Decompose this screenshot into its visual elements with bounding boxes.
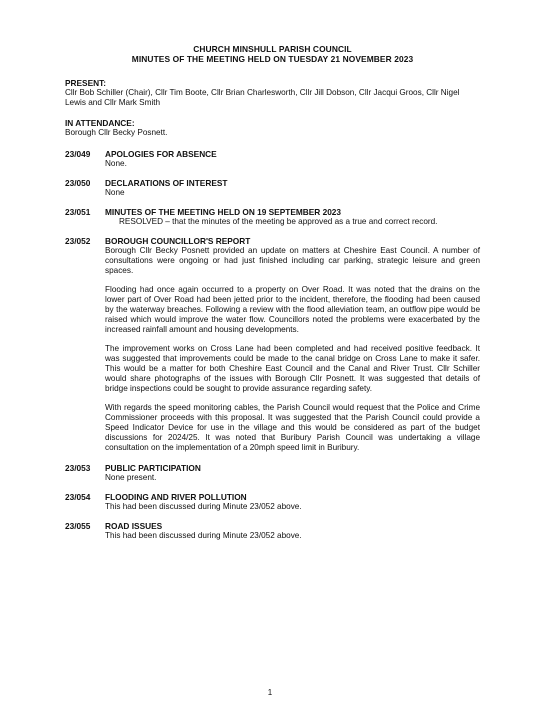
attendance-section [65, 118, 480, 138]
minute-number: 23/050 [65, 178, 91, 188]
minute-number: 23/051 [65, 207, 91, 217]
minute-number: 23/055 [65, 521, 91, 531]
attendance-heading: IN ATTENDANCE: [65, 118, 135, 128]
resolution-text: RESOLVED – that the minutes of the meeting be approved as a true and correct record. [119, 217, 438, 226]
report-paragraph: The improvement works on Cross Lane had been completed and had received positive feedback. It was suggested that improvements could be made to the canal bridge on Cross Lane to make it safer. This would be a matter for both Cheshire East Council and the Canal and River Trust. Cllr Schiller would share photographs of the issues with Borough Cllr Posnett. It was suggested that details of bridge inspections could be sought to provide assurance regarding safety. [105, 344, 480, 393]
minute-text: This had been discussed during Minute 23/052 above. [105, 531, 302, 540]
minute-heading: ROAD ISSUES [105, 521, 163, 531]
minute-text: None. [105, 159, 127, 168]
present-section [65, 78, 480, 108]
minute-item-051 [65, 207, 480, 227]
minute-number: 23/054 [65, 492, 91, 502]
page-number: 1 [267, 688, 273, 697]
minute-text: This had been discussed during Minute 23/052 above. [105, 502, 302, 511]
minute-item-052 [65, 236, 480, 453]
minute-number: 23/053 [65, 463, 91, 473]
minute-heading: BOROUGH COUNCILLOR'S REPORT [105, 236, 251, 246]
minute-item-054 [65, 492, 480, 512]
minute-text: None [105, 188, 125, 197]
minute-heading: APOLOGIES FOR ABSENCE [105, 149, 217, 159]
present-text: Cllr Bob Schiller (Chair), Cllr Tim Boote, Cllr Brian Charlesworth, Cllr Jill Dobson, Cllr Jacqui Groos, Cllr Nigel Lewis and Cllr Mark Smith [65, 88, 460, 107]
minute-item-055 [65, 521, 480, 541]
minute-heading: FLOODING AND RIVER POLLUTION [105, 492, 247, 502]
minute-text: None present. [105, 473, 157, 482]
report-paragraph: Borough Cllr Becky Posnett provided an update on matters at Cheshire East Council. A number of consultations were ongoing or had just finished including car parking, strategic leisure and green spaces. [105, 246, 480, 275]
minute-heading: DECLARATIONS OF INTEREST [105, 178, 228, 188]
document-subtitle: MINUTES OF THE MEETING HELD ON TUESDAY 21 NOVEMBER 2023 [131, 54, 414, 64]
attendance-text: Borough Cllr Becky Posnett. [65, 128, 168, 137]
report-paragraph: With regards the speed monitoring cables, the Parish Council would request that the Police and Crime Commissioner proceeds with this proposal. It was suggested that the Parish Council could provide a Speed Indicator Device for use in the village and this would be considered as part of the budget discussions for 2024/25. It was noted that Buribury Parish Council was undertaking a village consultation on the implementation of a 20mph speed limit in Buribury. [105, 403, 480, 452]
minute-item-050 [65, 178, 480, 198]
minute-item-053 [65, 463, 480, 483]
minute-heading: MINUTES OF THE MEETING HELD ON 19 SEPTEMBER 2023 [105, 207, 342, 217]
minute-number: 23/052 [65, 236, 91, 246]
minute-item-049 [65, 149, 480, 169]
report-paragraph: Flooding had once again occurred to a property on Over Road. It was noted that the drains on the lower part of Over Road had been jetted prior to the incident, therefore, the flooding had been caused by the waterway breaches. Following a review with the flood alleviation team, an outflow pipe would be raised which would improve the water flow. Councillors noted the problems were exacerbated by the increased rainfall amount and housing developments. [105, 285, 480, 334]
present-heading: PRESENT: [65, 78, 107, 88]
document-title: CHURCH MINSHULL PARISH COUNCIL [193, 44, 352, 54]
minute-heading: PUBLIC PARTICIPATION [105, 463, 201, 473]
minute-number: 23/049 [65, 149, 91, 159]
